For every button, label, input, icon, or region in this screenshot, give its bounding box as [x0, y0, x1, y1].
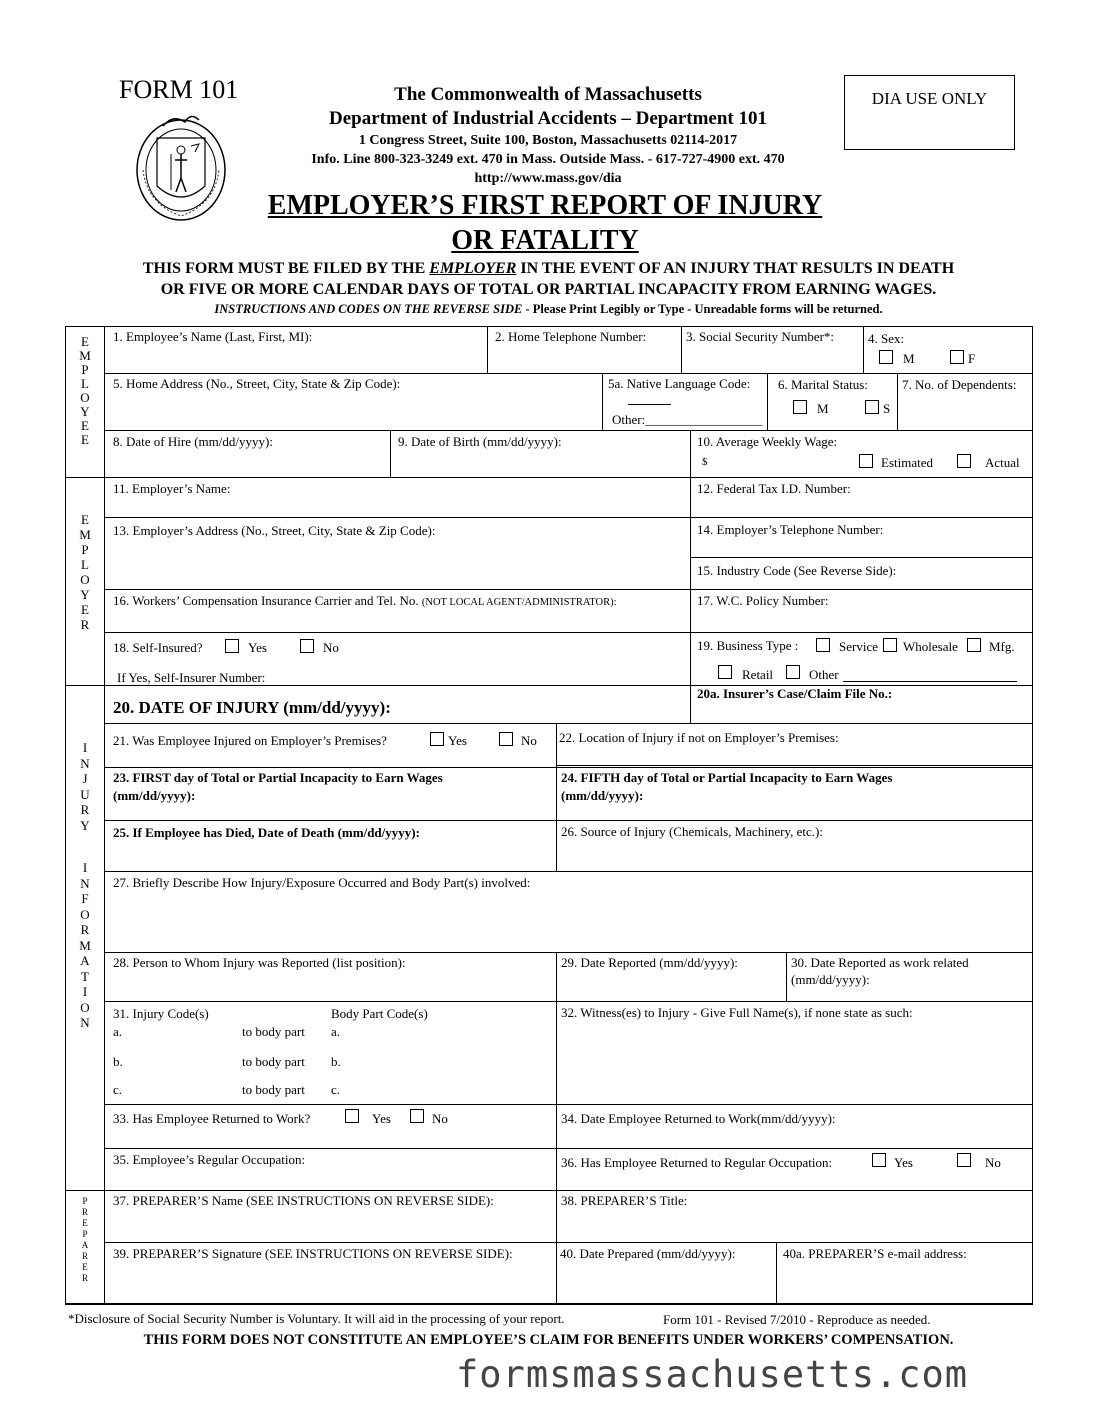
- section-label-employer: E M P L O Y E R: [79, 512, 91, 632]
- field-1-employee-name[interactable]: 1. Employee’s Name (Last, First, MI):: [113, 329, 313, 344]
- self-insured-no-label: No: [323, 640, 339, 655]
- body-part-codes-header: Body Part Code(s): [331, 1006, 428, 1021]
- agency-line1: The Commonwealth of Massachusetts: [394, 84, 702, 105]
- field-35-regular-occupation[interactable]: 35. Employee’s Regular Occupation:: [113, 1152, 306, 1167]
- regular-occupation-yes-label: Yes: [894, 1155, 913, 1170]
- field-16-insurance-carrier[interactable]: [113, 593, 617, 610]
- field-5-home-address[interactable]: 5. Home Address (No., Street, City, State & Zip Code):: [113, 376, 401, 391]
- field-32-witnesses[interactable]: 32. Witness(es) to Injury - Give Full Name(s), if none state as such:: [561, 1005, 913, 1020]
- field-12-federal-tax-id[interactable]: 12. Federal Tax I.D. Number:: [697, 481, 851, 496]
- wage-estimated-checkbox[interactable]: [859, 454, 873, 468]
- self-insurer-number[interactable]: If Yes, Self-Insurer Number:: [117, 670, 266, 685]
- notice-employer-emphasis: EMPLOYER: [429, 260, 517, 277]
- field-7-dependents[interactable]: 7. No. of Dependents:: [902, 377, 1017, 392]
- wage-actual-checkbox[interactable]: [957, 454, 971, 468]
- claim-disclaimer: THIS FORM DOES NOT CONSTITUTE AN EMPLOYEE’S CLAIM FOR BENEFITS UNDER WORKERS’ COMPENSATION.: [143, 1332, 954, 1348]
- field-24-fifth-day-label[interactable]: 24. FIFTH day of Total or Partial Incapacity to Earn Wages: [561, 770, 893, 785]
- sex-male-checkbox[interactable]: [879, 350, 893, 364]
- regular-occupation-no-checkbox[interactable]: [957, 1153, 971, 1167]
- field-40a-preparer-email[interactable]: 40a. PREPARER’S e-mail address:: [783, 1246, 967, 1261]
- filing-notice-line2: OR FIVE OR MORE CALENDAR DAYS OF TOTAL OR PARTIAL INCAPACITY FROM EARNING WAGES.: [160, 281, 937, 298]
- marital-married-checkbox[interactable]: [793, 400, 807, 414]
- field-39-preparer-signature[interactable]: 39. PREPARER’S Signature (SEE INSTRUCTIONS ON REVERSE SIDE):: [113, 1246, 513, 1261]
- field-33-returned-to-work: 33. Has Employee Returned to Work?: [113, 1111, 311, 1126]
- wage-dollar-sign: $: [702, 456, 708, 468]
- self-insured-yes-label: Yes: [248, 640, 267, 655]
- page-title-line2: OR FATALITY: [451, 225, 639, 256]
- field-20-date-of-injury[interactable]: 20. DATE OF INJURY (mm/dd/yyyy):: [113, 698, 391, 717]
- field-38-preparer-title[interactable]: 38. PREPARER’S Title:: [561, 1193, 688, 1208]
- premises-yes-checkbox[interactable]: [430, 732, 444, 746]
- field-36-returned-regular: 36. Has Employee Returned to Regular Occupation:: [561, 1155, 833, 1170]
- section-label-information: I N F O R M A T I O N: [79, 860, 91, 1030]
- page-title-line1: EMPLOYER’S FIRST REPORT OF INJURY: [267, 190, 823, 221]
- form-number: FORM 101: [119, 75, 239, 104]
- premises-yes-label: Yes: [448, 733, 467, 748]
- field-17-policy-number[interactable]: 17. W.C. Policy Number:: [697, 593, 829, 608]
- watermark-site: formsmassachusetts.com: [456, 1353, 969, 1396]
- section-label-injury: I N J U R Y: [80, 740, 90, 833]
- business-service-checkbox[interactable]: [816, 638, 830, 652]
- marital-married-label: M: [817, 401, 829, 416]
- sex-female-label: F: [968, 351, 976, 366]
- field-26-source-of-injury[interactable]: 26. Source of Injury (Chemicals, Machinery, etc.):: [561, 824, 823, 839]
- business-other-label: Other: [809, 667, 839, 682]
- body-part-code-a[interactable]: a.: [331, 1024, 341, 1039]
- instructions-line: [40, 302, 1057, 317]
- field-27-injury-description[interactable]: 27. Briefly Describe How Injury/Exposure Occurred and Body Part(s) involved:: [113, 875, 531, 890]
- notice-text-b: IN THE EVENT OF AN INJURY THAT RESULTS IN DEATH: [516, 260, 955, 277]
- business-wholesale-checkbox[interactable]: [883, 638, 897, 652]
- injury-code-c[interactable]: c.: [113, 1082, 123, 1097]
- field-40-date-prepared[interactable]: 40. Date Prepared (mm/dd/yyyy):: [560, 1246, 736, 1261]
- notice-text-a: THIS FORM MUST BE FILED BY THE: [142, 260, 430, 277]
- business-other-line[interactable]: [843, 681, 1017, 682]
- dia-use-only-label: DIA USE ONLY: [871, 89, 988, 108]
- injury-code-a-to: to body part: [242, 1024, 305, 1039]
- field-4-sex: 4. Sex:: [868, 331, 905, 346]
- field-6-marital-status: 6. Marital Status:: [778, 377, 868, 392]
- field-16-label: 16. Workers’ Compensation Insurance Carrier and Tel. No.: [113, 593, 419, 608]
- marital-single-checkbox[interactable]: [865, 400, 879, 414]
- field-30-work-related-label[interactable]: 30. Date Reported as work related: [791, 955, 969, 970]
- business-mfg-label: Mfg.: [989, 639, 1015, 654]
- field-11-employer-name[interactable]: 11. Employer’s Name:: [113, 481, 231, 496]
- section-label-preparer: P R E P A R E R: [81, 1196, 89, 1283]
- field-3-ssn[interactable]: 3. Social Security Number*:: [686, 329, 835, 344]
- field-23-first-day-label[interactable]: 23. FIRST day of Total or Partial Incapacity to Earn Wages: [113, 770, 443, 785]
- injury-code-b[interactable]: b.: [113, 1054, 123, 1069]
- returned-no-checkbox[interactable]: [410, 1109, 424, 1123]
- field-37-preparer-name[interactable]: 37. PREPARER’S Name (SEE INSTRUCTIONS ON REVERSE SIDE):: [113, 1193, 494, 1208]
- field-15-industry-code[interactable]: 15. Industry Code (See Reverse Side):: [697, 563, 897, 578]
- premises-no-checkbox[interactable]: [499, 732, 513, 746]
- field-30-date-format: (mm/dd/yyyy):: [791, 972, 870, 987]
- field-20a-claim-file-no[interactable]: 20a. Insurer’s Case/Claim File No.:: [697, 686, 893, 701]
- returned-yes-label: Yes: [372, 1111, 391, 1126]
- dia-use-only-box: [844, 75, 1015, 150]
- regular-occupation-no-label: No: [985, 1155, 1001, 1170]
- injury-code-c-to: to body part: [242, 1082, 305, 1097]
- returned-no-label: No: [432, 1111, 448, 1126]
- field-34-date-returned[interactable]: 34. Date Employee Returned to Work(mm/dd/yyyy):: [561, 1111, 836, 1126]
- instructions-rest: - Please Print Legibly or Type - Unreadable forms will be returned.: [522, 302, 883, 316]
- field-18-self-insured: 18. Self-Insured?: [113, 640, 203, 655]
- website[interactable]: http://www.mass.gov/dia: [474, 171, 622, 186]
- wage-actual-label: Actual: [985, 455, 1020, 470]
- business-retail-checkbox[interactable]: [718, 665, 732, 679]
- field-23-date-format: (mm/dd/yyyy):: [113, 788, 196, 803]
- injury-code-a[interactable]: a.: [113, 1024, 123, 1039]
- field-19-business-type: 19. Business Type :: [697, 638, 799, 653]
- marital-single-label: S: [883, 401, 891, 416]
- sex-male-label: M: [903, 351, 915, 366]
- agency-line2: Department of Industrial Accidents – Department 101: [328, 108, 767, 129]
- business-wholesale-label: Wholesale: [903, 639, 958, 654]
- field-24-date-format: (mm/dd/yyyy):: [561, 788, 644, 803]
- field-25-date-of-death[interactable]: 25. If Employee has Died, Date of Death (mm/dd/yyyy):: [113, 825, 420, 840]
- business-mfg-checkbox[interactable]: [967, 638, 981, 652]
- injury-code-b-to: to body part: [242, 1054, 305, 1069]
- field-5a-native-language[interactable]: 5a. Native Language Code:: [608, 376, 751, 391]
- instructions-emphasis: INSTRUCTIONS AND CODES ON THE REVERSE SIDE: [214, 302, 523, 316]
- field-22-injury-location[interactable]: 22. Location of Injury if not on Employer’s Premises:: [559, 730, 839, 745]
- field-31-injury-codes: 31. Injury Code(s): [113, 1006, 209, 1021]
- field-14-employer-phone[interactable]: 14. Employer’s Telephone Number:: [697, 522, 884, 537]
- body-part-code-b[interactable]: b.: [331, 1054, 341, 1069]
- filing-notice-line1: [40, 260, 1057, 278]
- field-13-employer-address[interactable]: 13. Employer’s Address (No., Street, City, State & Zip Code):: [113, 523, 436, 538]
- field-29-date-reported[interactable]: 29. Date Reported (mm/dd/yyyy):: [561, 955, 738, 970]
- info-line: Info. Line 800-323-3249 ext. 470 in Mass. Outside Mass. - 617-727-4900 ext. 470: [311, 152, 785, 167]
- field-21-on-premises: 21. Was Employee Injured on Employer’s Premises?: [113, 733, 387, 748]
- field-8-date-of-hire[interactable]: 8. Date of Hire (mm/dd/yyyy):: [113, 434, 273, 449]
- self-insured-no-checkbox[interactable]: [300, 639, 314, 653]
- form-revision: Form 101 - Revised 7/2010 - Reproduce as needed.: [663, 1312, 931, 1327]
- field-16-note: (NOT LOCAL AGENT/ADMINISTRATOR):: [421, 597, 617, 608]
- field-28-reported-to[interactable]: 28. Person to Whom Injury was Reported (list position):: [113, 955, 406, 970]
- section-label-employee: E M P L O Y E E: [79, 334, 91, 447]
- ssn-disclosure: *Disclosure of Social Security Number is Voluntary. It will aid in the processing of your report.: [68, 1311, 565, 1326]
- massachusetts-seal-icon: [133, 108, 229, 226]
- premises-no-label: No: [521, 733, 537, 748]
- self-insured-yes-checkbox[interactable]: [225, 639, 239, 653]
- agency-address: 1 Congress Street, Suite 100, Boston, Massachusetts 02114-2017: [358, 133, 738, 148]
- regular-occupation-yes-checkbox[interactable]: [872, 1153, 886, 1167]
- field-9-date-of-birth[interactable]: 9. Date of Birth (mm/dd/yyyy):: [398, 434, 562, 449]
- returned-yes-checkbox[interactable]: [345, 1109, 359, 1123]
- body-part-code-c[interactable]: c.: [331, 1082, 341, 1097]
- native-language-code-line: [628, 404, 671, 405]
- business-service-label: Service: [839, 639, 878, 654]
- field-10-average-weekly-wage[interactable]: 10. Average Weekly Wage:: [697, 434, 838, 449]
- business-other-checkbox[interactable]: [786, 665, 800, 679]
- native-language-other[interactable]: Other:__________________: [612, 412, 763, 427]
- business-retail-label: Retail: [742, 667, 774, 682]
- field-2-home-phone[interactable]: 2. Home Telephone Number:: [495, 329, 647, 344]
- sex-female-checkbox[interactable]: [950, 350, 964, 364]
- wage-estimated-label: Estimated: [881, 455, 933, 470]
